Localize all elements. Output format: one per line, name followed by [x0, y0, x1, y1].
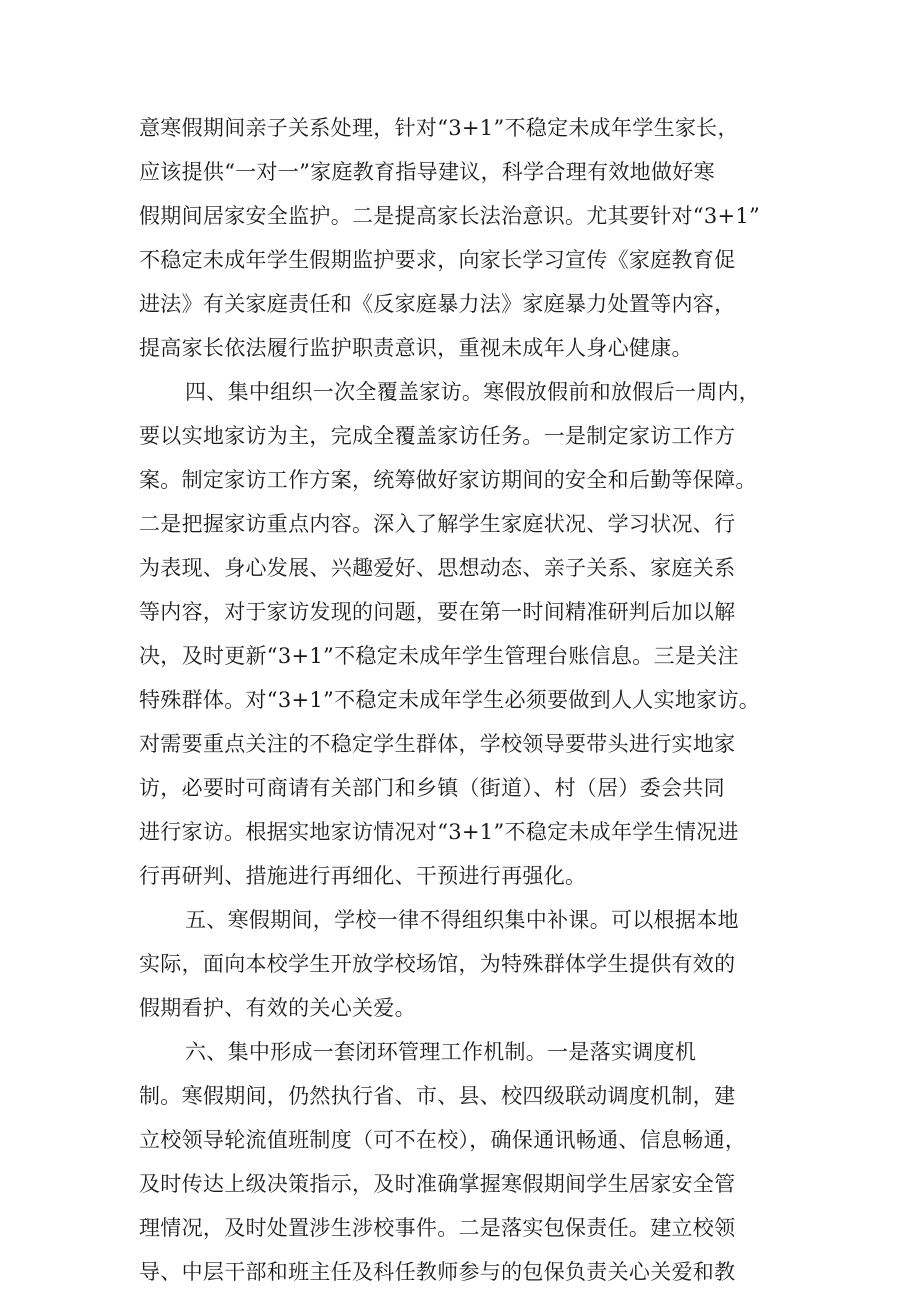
- text-line: 行再研判、措施进行再细化、干预进行再强化。: [139, 864, 587, 888]
- text-line: 导、中层干部和班主任及科任教师参与的包保负责关心关爱和教: [139, 1260, 736, 1284]
- text-line: 二是把握家访重点内容。深入了解学生家庭状况、学习状况、行: [139, 512, 736, 536]
- section-heading-four: 四、集中组织一次全覆盖家访。寒假放假前和放假后一周内，: [185, 380, 761, 404]
- text-line: 特殊群体。对“3+1”不稳定未成年学生必须要做到人人实地家访。: [139, 688, 761, 712]
- text-line: 为表现、身心发展、兴趣爱好、思想动态、亲子关系、家庭关系: [139, 556, 736, 580]
- text-line: 假期看护、有效的关心关爱。: [139, 996, 416, 1020]
- text-line: 决，及时更新“3+1”不稳定未成年学生管理台账信息。三是关注: [139, 644, 739, 668]
- text-line: 要以实地家访为主，完成全覆盖家访任务。一是制定家访工作方: [139, 424, 736, 448]
- text-line: 访，必要时可商请有关部门和乡镇（街道）、村（居）委会共同: [139, 776, 725, 800]
- text-line: 及时传达上级决策指示，及时准确掌握寒假期间学生居家安全管: [139, 1172, 736, 1196]
- text-line: 应该提供“一对一”家庭教育指导建议，科学合理有效地做好寒: [139, 160, 715, 184]
- text-line: 意寒假期间亲子关系处理，针对“3+1”不稳定未成年学生家长，: [139, 116, 739, 140]
- text-line: 实际，面向本校学生开放学校场馆，为特殊群体学生提供有效的: [139, 952, 736, 976]
- text-line: 提高家长依法履行监护职责意识，重视未成年人身心健康。: [139, 336, 693, 360]
- text-line: 理情况，及时处置涉生涉校事件。二是落实包保责任。建立校领: [139, 1216, 736, 1240]
- text-line: 假期间居家安全监护。二是提高家长法治意识。尤其要针对“3+1”: [139, 204, 761, 228]
- text-line: 进法》有关家庭责任和《反家庭暴力法》家庭暴力处置等内容，: [139, 292, 736, 316]
- text-line: 立校领导轮流值班制度（可不在校），确保通讯畅通、信息畅通，: [139, 1128, 747, 1152]
- text-line: 对需要重点关注的不稳定学生群体，学校领导要带头进行实地家: [139, 732, 736, 756]
- text-line: 案。制定家访工作方案，统筹做好家访期间的安全和后勤等保障。: [139, 468, 757, 492]
- text-line: 不稳定未成年学生假期监护要求，向家长学习宣传《家庭教育促: [139, 248, 736, 272]
- text-line: 等内容，对于家访发现的问题，要在第一时间精准研判后加以解: [139, 600, 736, 624]
- text-line: 进行家访。根据实地家访情况对“3+1”不稳定未成年学生情况进: [139, 820, 739, 844]
- section-heading-six: 六、集中形成一套闭环管理工作机制。一是落实调度机: [185, 1040, 697, 1064]
- text-line: 制。寒假期间，仍然执行省、市、县、校四级联动调度机制，建: [139, 1084, 736, 1108]
- section-heading-five: 五、寒假期间，学校一律不得组织集中补课。可以根据本地: [185, 908, 739, 932]
